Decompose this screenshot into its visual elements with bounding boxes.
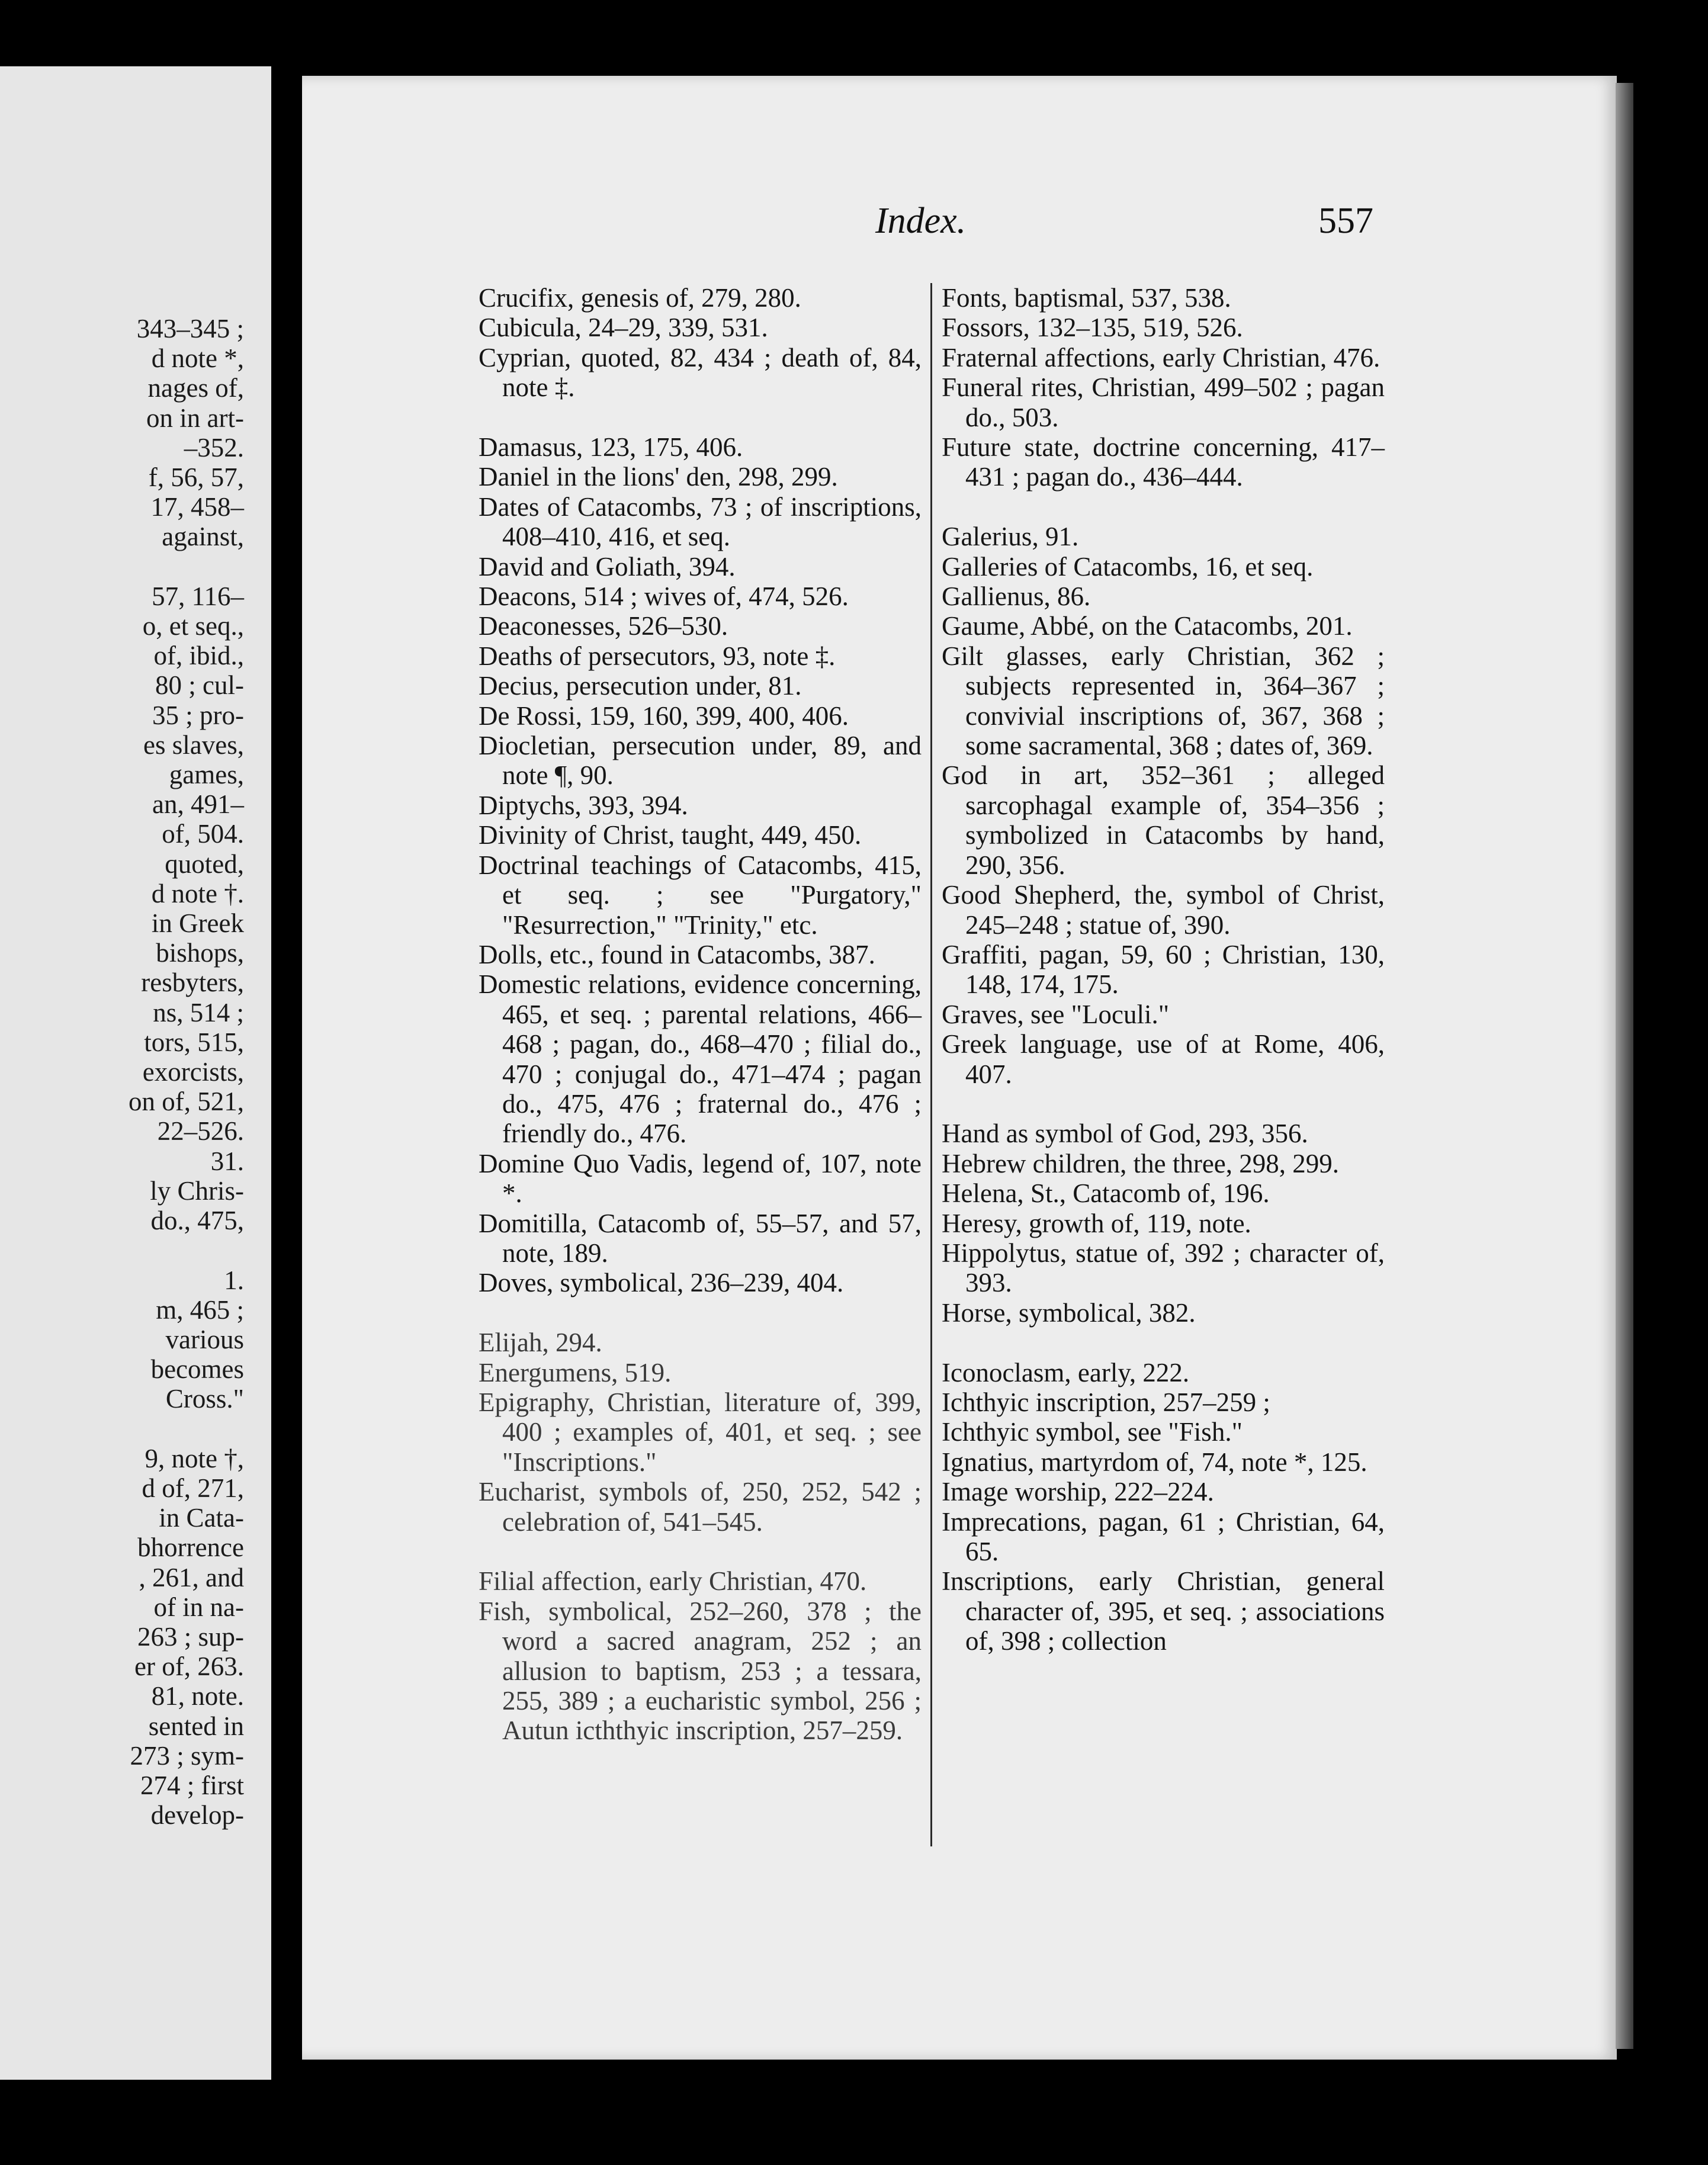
index-entry: Epigraphy, Christian, literature of, 399, 400 ; examples of, 401, et seq. ; see "Inscriptions." [479, 1387, 922, 1477]
index-column-1 [479, 283, 922, 1746]
index-column-2 [942, 283, 1385, 1656]
left-page-line: of, ibid., [153, 641, 244, 671]
page-edge [1616, 83, 1633, 2049]
left-page-line: 1. [224, 1265, 244, 1295]
index-entry: Heresy, growth of, 119, note. [942, 1208, 1251, 1238]
left-page-line: sented in [148, 1711, 244, 1741]
index-entry: Deaconesses, 526–530. [479, 611, 728, 641]
index-entry: Ichthyic symbol, see "Fish." [942, 1417, 1243, 1447]
left-page-line: 31. [210, 1146, 244, 1176]
left-page-line: d note †. [151, 878, 244, 908]
index-entry: Doctrinal teachings of Catacombs, 415, et seq. ; see "Purgatory," "Resurrection," "Trinity," etc. [479, 850, 922, 940]
index-entry: Iconoclasm, early, 222. [942, 1357, 1190, 1387]
index-entry: Funeral rites, Christian, 499–502 ; pagan do., 503. [942, 372, 1385, 432]
left-page-line: bishops, [156, 938, 244, 968]
left-page-line [0, 552, 244, 582]
left-page-line: f, 56, 57, [148, 462, 244, 493]
index-entry: Graves, see "Loculi." [942, 999, 1170, 1029]
index-entry: Imprecations, pagan, 61 ; Christian, 64, 65. [942, 1506, 1385, 1567]
left-page-line: against, [162, 522, 244, 552]
left-page-line: 274 ; first [140, 1770, 244, 1800]
index-entry: Graffiti, pagan, 59, 60 ; Christian, 130, 148, 174, 175. [942, 939, 1385, 1000]
index-entry: Domine Quo Vadis, legend of, 107, note *. [479, 1148, 922, 1209]
left-page-line: ns, 514 ; [153, 997, 244, 1027]
left-facing-page [0, 66, 271, 2080]
index-entry: Future state, doctrine concerning, 417–431 ; pagan do., 436–444. [942, 432, 1385, 492]
left-page-line: develop- [150, 1800, 244, 1830]
index-entry: Gilt glasses, early Christian, 362 ; subjects represented in, 364–367 ; convivial inscriptions of, 367, 368 ; some sacramental, 368 ; dates of, 369. [942, 641, 1385, 761]
left-page-line: d note *, [151, 343, 244, 374]
left-page-line: becomes [150, 1354, 244, 1385]
index-entry: Helena, St., Catacomb of, 196. [942, 1178, 1270, 1209]
left-page-line: m, 465 ; [156, 1294, 244, 1325]
running-head: Index. [875, 201, 967, 241]
index-entry: Deacons, 514 ; wives of, 474, 526. [479, 582, 849, 612]
index-entry: Filial affection, early Christian, 470. [479, 1566, 867, 1597]
left-page-line: 81, note. [151, 1681, 244, 1711]
left-page-line: o, et seq., [142, 611, 244, 641]
index-entry: Energumens, 519. [479, 1357, 672, 1387]
section-gap [942, 1089, 1385, 1119]
left-page-line: tors, 515, [144, 1027, 244, 1057]
left-page-line: 263 ; sup- [137, 1621, 244, 1652]
left-page-line [0, 1235, 244, 1265]
index-entry: Dates of Catacombs, 73 ; of inscriptions, 408–410, 416, et seq. [479, 492, 922, 552]
left-page-line: of, 504. [162, 819, 244, 849]
left-page-line [0, 1414, 244, 1444]
left-page-fragments [0, 314, 244, 1830]
index-entry: Crucifix, genesis of, 279, 280. [479, 283, 801, 313]
index-entry: Decius, persecution under, 81. [479, 671, 802, 701]
index-entry: Fossors, 132–135, 519, 526. [942, 313, 1243, 343]
index-entry: Good Shepherd, the, symbol of Christ, 245–248 ; statue of, 390. [942, 880, 1385, 940]
left-page-line: er of, 263. [134, 1652, 244, 1682]
left-page-line: various [165, 1324, 244, 1354]
index-entry: Galerius, 91. [942, 522, 1079, 552]
left-page-line: resbyters, [141, 968, 244, 998]
left-page-line: quoted, [165, 849, 244, 879]
left-page-line: an, 491– [152, 789, 244, 820]
left-page-line: bhorrence [137, 1533, 244, 1563]
section-gap [479, 403, 922, 432]
index-entry: Inscriptions, early Christian, general character of, 395, et seq. ; associations of, 398 ; collection [942, 1566, 1385, 1656]
index-entry: Galleries of Catacombs, 16, et seq. [942, 551, 1314, 582]
index-entry: Cubicula, 24–29, 339, 531. [479, 313, 768, 343]
left-page-line: on in art- [146, 403, 244, 433]
index-entry: Diptychs, 393, 394. [479, 790, 688, 820]
left-page-line: nages of, [147, 373, 244, 403]
index-entry: Hebrew children, the three, 298, 299. [942, 1148, 1340, 1178]
index-entry: Domitilla, Catacomb of, 55–57, and 57, note, 189. [479, 1208, 922, 1268]
left-page-line: do., 475, [150, 1206, 244, 1236]
column-divider [930, 283, 932, 1846]
index-entry: Elijah, 294. [479, 1328, 602, 1358]
left-page-line: es slaves, [143, 730, 244, 760]
left-page-line: games, [169, 760, 244, 790]
index-entry: Hippolytus, statue of, 392 ; character of, 393. [942, 1238, 1385, 1298]
index-entry: Gallienus, 86. [942, 582, 1091, 612]
left-page-line: 343–345 ; [136, 314, 244, 343]
section-gap [942, 1328, 1385, 1357]
index-entry: De Rossi, 159, 160, 399, 400, 406. [479, 701, 849, 731]
index-entry: Fraternal affections, early Christian, 476. [942, 342, 1380, 372]
left-page-line: 57, 116– [152, 581, 244, 611]
left-page-line: 80 ; cul- [155, 670, 244, 701]
left-page-line: d of, 271, [142, 1473, 244, 1503]
index-entry: Gaume, Abbé, on the Catacombs, 201. [942, 611, 1353, 641]
index-entry: Dolls, etc., found in Catacombs, 387. [479, 939, 875, 969]
left-page-line: exorcists, [142, 1057, 244, 1087]
index-entry: Image worship, 222–224. [942, 1477, 1214, 1507]
left-page-line: of in na- [153, 1592, 244, 1622]
index-entry: Ignatius, martyrdom of, 74, note *, 125. [942, 1447, 1367, 1477]
left-page-line: 17, 458– [150, 492, 244, 522]
index-entry: Divinity of Christ, taught, 449, 450. [479, 820, 862, 850]
index-entry: Diocletian, persecution under, 89, and note ¶, 90. [479, 731, 922, 791]
index-entry: Fonts, baptismal, 537, 538. [942, 283, 1231, 313]
left-page-line: Cross." [165, 1384, 244, 1414]
index-entry: Ichthyic inscription, 257–259 ; [942, 1387, 1270, 1417]
index-entry: David and Goliath, 394. [479, 551, 736, 582]
index-entry: Hand as symbol of God, 293, 356. [942, 1119, 1308, 1149]
section-gap [942, 492, 1385, 522]
left-page-line: 35 ; pro- [152, 700, 244, 730]
section-gap [479, 1298, 922, 1328]
left-page-line: 9, note †, [145, 1443, 244, 1473]
index-entry: Greek language, use of at Rome, 406, 407. [942, 1029, 1385, 1089]
left-page-line: 273 ; sym- [130, 1740, 244, 1771]
left-page-line: –352. [184, 432, 244, 462]
index-entry: Daniel in the lions' den, 298, 299. [479, 462, 838, 492]
page-number: 557 [1318, 201, 1373, 241]
section-gap [479, 1537, 922, 1566]
left-page-line: on of, 521, [129, 1087, 244, 1117]
index-entry: Doves, symbolical, 236–239, 404. [479, 1268, 844, 1298]
index-entry: Horse, symbolical, 382. [942, 1297, 1196, 1328]
index-entry: Deaths of persecutors, 93, note ‡. [479, 641, 836, 671]
index-entry: Damasus, 123, 175, 406. [479, 432, 743, 462]
index-entry: Eucharist, symbols of, 250, 252, 542 ; celebration of, 541–545. [479, 1477, 922, 1537]
left-page-line: ly Chris- [150, 1175, 244, 1206]
left-page-line: 22–526. [157, 1116, 244, 1146]
index-entry: Fish, symbolical, 252–260, 378 ; the word a sacred anagram, 252 ; an allusion to baptism, 253 ; a tessara, 255, 389 ; a eucharistic symbol, 256 ; Autun icththyic inscription, 257–259. [479, 1596, 922, 1746]
index-entry: Domestic relations, evidence concerning, 465, et seq. ; parental relations, 466–468 ; pagan, do., 468–470 ; filial do., 470 ; conjugal do., 471–474 ; pagan do., 475, 476 ; fraternal do., 476 ; friendly do., 476. [479, 969, 922, 1149]
index-entry: Cyprian, quoted, 82, 434 ; death of, 84, note ‡. [479, 342, 922, 403]
left-page-line: in Greek [151, 908, 244, 939]
index-entry: God in art, 352–361 ; alleged sarcophagal example of, 354–356 ; symbolized in Catacombs by hand, 290, 356. [942, 760, 1385, 880]
left-page-line: , 261, and [139, 1562, 244, 1592]
left-page-line: in Cata- [159, 1503, 244, 1533]
